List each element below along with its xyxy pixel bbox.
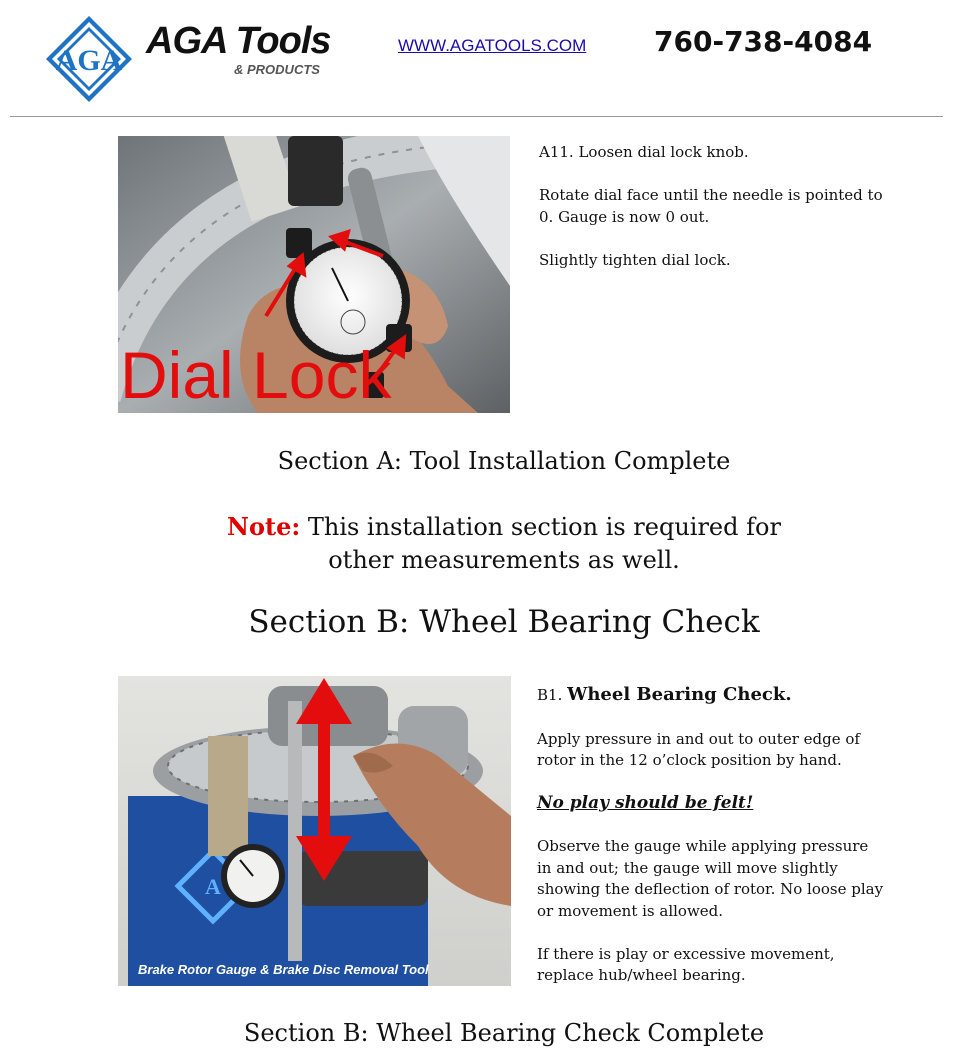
step-a11-line3: Slightly tighten dial lock. xyxy=(539,250,731,269)
brand-name: AGA Tools xyxy=(146,20,331,62)
no-play-warning: No play should be felt! xyxy=(537,793,754,813)
step-a11-text xyxy=(539,142,884,293)
step-b1-number: B1. xyxy=(537,686,563,704)
step-a11-line1: A11. Loosen dial lock knob. xyxy=(539,143,749,161)
phone-number: 760-738-4084 xyxy=(654,25,873,58)
step-b1-title-text: Wheel Bearing Check. xyxy=(567,684,792,705)
brand-subtitle: & PRODUCTS xyxy=(234,62,320,77)
note-label: Note: xyxy=(227,512,301,541)
wheel-bearing-check-photo xyxy=(118,676,511,986)
step-a11-line2: Rotate dial face until the needle is pointed to 0. Gauge is now 0 out. xyxy=(539,186,883,226)
note-text: This installation section is required for other measurements as well. xyxy=(300,513,781,574)
dial-lock-photo xyxy=(118,136,510,413)
installation-note xyxy=(0,510,953,577)
svg-text:A: A xyxy=(205,874,221,899)
step-b1-p1: Apply pressure in and out to outer edge of rotor in the 12 o’clock position by hand. xyxy=(537,729,860,769)
step-b1-text xyxy=(537,684,887,1008)
logo-letters: AGA xyxy=(55,44,123,77)
section-b-complete-heading: Section B: Wheel Bearing Check Complete xyxy=(243,1019,765,1047)
website-link[interactable]: WWW.AGATOOLS.COM xyxy=(398,36,587,55)
page-header xyxy=(0,0,953,117)
header-divider xyxy=(10,116,943,117)
aga-logo-icon xyxy=(44,14,134,104)
step-b1-p3: If there is play or excessive movement, replace hub/wheel bearing. xyxy=(537,944,835,984)
section-b-heading: Section B: Wheel Bearing Check xyxy=(248,604,760,640)
step-b1-title xyxy=(537,684,887,707)
dial-lock-label: Dial Lock xyxy=(120,338,392,412)
step-b1-p2: Observe the gauge while applying pressure in and out; the gauge will move slightly showing the deflection of rotor. No loose play or movement is allowed. xyxy=(537,837,884,920)
section-a-complete-heading: Section A: Tool Installation Complete xyxy=(277,447,731,475)
photo-banner-text: Brake Rotor Gauge & Brake Disc Removal Tool xyxy=(138,962,429,977)
